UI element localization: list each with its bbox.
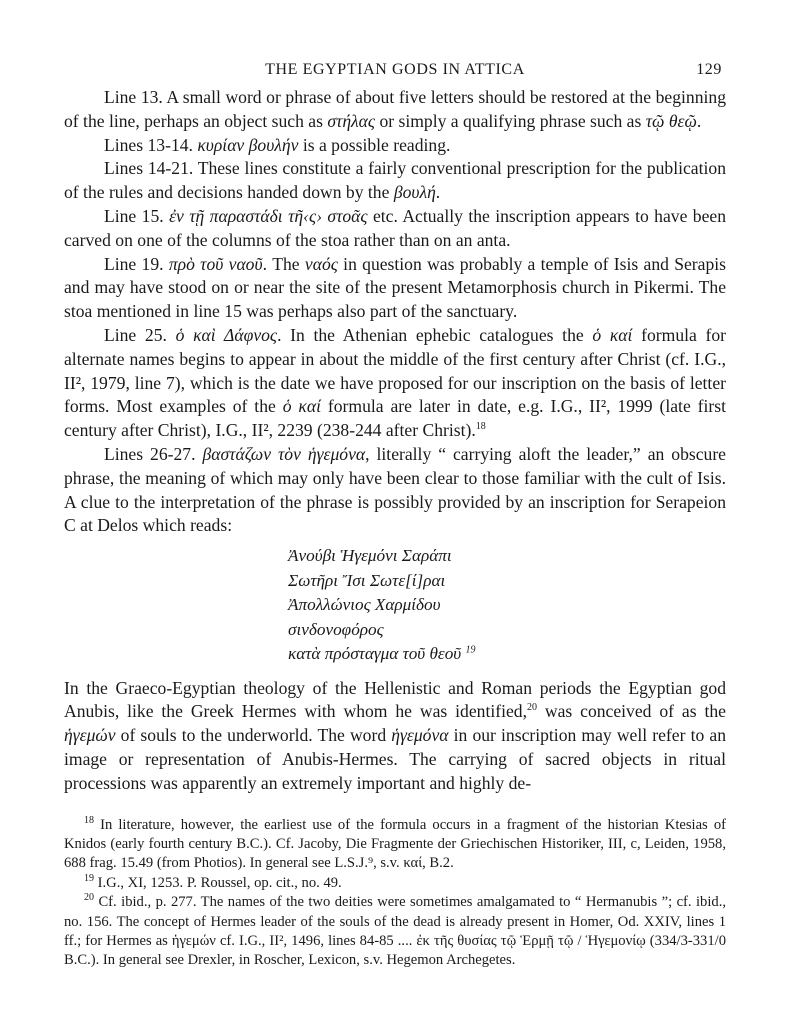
greek-term: ἐν τῇ παραστάδι τῆ‹ς› στοᾶς (169, 205, 368, 226)
text-span: formula for alternate names begins to appear in about the middle of the first century after Christ (cf. I.G., II², 1979, line 7), which is the date we have proposed for our inscription on the basis of letter forms. Most examples of the (64, 324, 727, 417)
quote-line (288, 642, 726, 667)
commentary-line-25 (64, 324, 726, 443)
commentary-lines-14-21 (64, 157, 726, 205)
commentary-lines-13-14 (64, 134, 726, 158)
text-span: formula are later in date, e.g. I.G., II², 1999 (late first century after Christ), I.G., II², 2239 (238-244 after Christ). (64, 396, 726, 441)
footnote-text: In literature, however, the earliest use of the formula occurs in a fragment of the historian Ktesias of Knidos (early fourth century B.C.). Cf. Jacoby, Die Fragmente der Griechischen Historiker, III, c, Leiden, 1958, 688 frag. 15.49 (from Photios). In general see L.S.J.⁹, s.v. καί, B.2. (64, 816, 726, 872)
graeco-egyptian-paragraph (64, 677, 726, 796)
greek-term: ἡγεμόνα (391, 725, 449, 746)
text-span: Lines 14-21. These lines constitute a fairly conventional prescription for the publication of the rules and decisions handed down by the (64, 158, 726, 203)
greek-term: στήλας (327, 110, 376, 131)
text-span: . (435, 182, 441, 203)
text-span: was conceived of as the (536, 701, 726, 722)
text-span: Line 13. A small word or phrase of about five letters should be restored at the beginning of the line, perhaps an object such as (64, 87, 726, 131)
greek-term: ὁ καὶ Δάφνος (175, 324, 278, 345)
greek-term: ὁ καί (282, 396, 321, 417)
greek-term: ναός (304, 253, 338, 274)
text-span: Line 19. (104, 253, 169, 274)
greek-term: τῷ θεῷ (645, 110, 697, 131)
footnote-18 (64, 816, 726, 874)
page (64, 56, 726, 971)
footnote-number: 18 (84, 814, 94, 826)
text-span: of souls to the underworld. The word (115, 725, 392, 746)
quote-line: Ἀνούβι Ἡγεμόνι Σαράπι (288, 546, 452, 566)
text-span: in our inscription may well refer to an image or representation of Anubis-Hermes. The carrying of sacred objects in ritual processions was apparently an extremely important and highly de- (64, 725, 726, 793)
quote-line-text: κατὰ πρόσταγμα τοῦ θεοῦ (288, 644, 462, 664)
page-number: 129 (696, 61, 722, 78)
text-span: . The (262, 253, 305, 274)
text-span: Lines 26-27. (104, 443, 203, 464)
text-span: is a possible reading. (298, 134, 451, 155)
footnote-20 (64, 893, 726, 971)
text-span: . In the Athenian ephebic catalogues the (277, 324, 593, 345)
text-span: In the Graeco-Egyptian theology of the Hellenistic and Roman periods the Egyptian god Anubis, like the Greek Hermes with whom he was identified, (64, 677, 726, 722)
text-span: . (696, 110, 702, 131)
quote-line: Σωτῆρι Ἴσι Σωτε[ί]ραι (288, 570, 446, 590)
footnote-19 (64, 874, 726, 893)
footnotes (64, 816, 726, 971)
commentary-line-19 (64, 253, 726, 324)
greek-term: πρὸ τοῦ ναοῦ (168, 253, 263, 274)
commentary-line-15 (64, 205, 726, 253)
greek-term: βουλή (393, 182, 436, 203)
footnote-number: 20 (84, 892, 94, 904)
quote-line: Ἀπολλώνιος Χαρμίδου (288, 595, 441, 615)
main-text (64, 86, 726, 796)
text-span: Line 25. (104, 324, 176, 345)
text-span: Line 15. (104, 205, 170, 226)
greek-term: κυρίαν βουλήν (197, 134, 299, 155)
text-span: or simply a qualifying phrase such as (375, 110, 646, 131)
footnote-ref-19: 19 (465, 644, 476, 656)
delos-inscription-quote (288, 544, 726, 667)
commentary-lines-26-27 (64, 443, 726, 538)
footnote-text: Cf. ibid., p. 277. The names of the two deities were sometimes amalgamated to “ Hermanubis ”; cf. ibid., no. 156. The concept of Hermes leader of the souls of the dead is already present in Homer, Od. XXIV, lines 1 ff.; for Hermes as ἡγεμών cf. I.G., II², 1496, lines 84-85 .... ἐκ τῆς θυσίας τῷ Ἑρμῇ τῷ / Ἡγεμονίῳ (334/3-331/0 B.C.). In general see Drexler, in Roscher, Lexicon, s.v. Hegemon Archegetes. (64, 894, 727, 969)
footnote-text: I.G., XI, 1253. P. Roussel, op. cit., no. 49. (97, 874, 342, 891)
running-header (64, 56, 726, 86)
quote-line: σινδονοφόρος (288, 619, 384, 639)
running-title: THE EGYPTIAN GODS IN ATTICA (265, 61, 525, 78)
greek-term: ἡγεμών (64, 725, 116, 746)
footnote-number: 19 (84, 872, 94, 884)
text-span: etc. Actually the inscription appears to have been carved on one of the columns of the stoa rather than on an anta. (64, 205, 727, 250)
text-span: , literally “ carrying aloft the leader,” an obscure phrase, the meaning of which may only have been clear to those familiar with the cult of Isis. A clue to the interpretation of the phrase is possibly provided by an inscription for Serapeion C at Delos which reads: (64, 443, 726, 536)
text-span: in question was probably a temple of Isis and Serapis and may have stood on or near the site of the present Metamorphosis church in Pikermi. The stoa mentioned in line 15 was perhaps also part of the sanctuary. (64, 253, 726, 322)
commentary-line-13 (64, 86, 726, 134)
greek-term: βαστάζων τὸν ἡγεμόνα (202, 443, 366, 464)
footnote-ref-20: 20 (526, 702, 537, 714)
text-span: Lines 13-14. (104, 134, 198, 155)
footnote-ref-18: 18 (475, 421, 486, 433)
greek-term: ὁ καί (592, 324, 633, 345)
